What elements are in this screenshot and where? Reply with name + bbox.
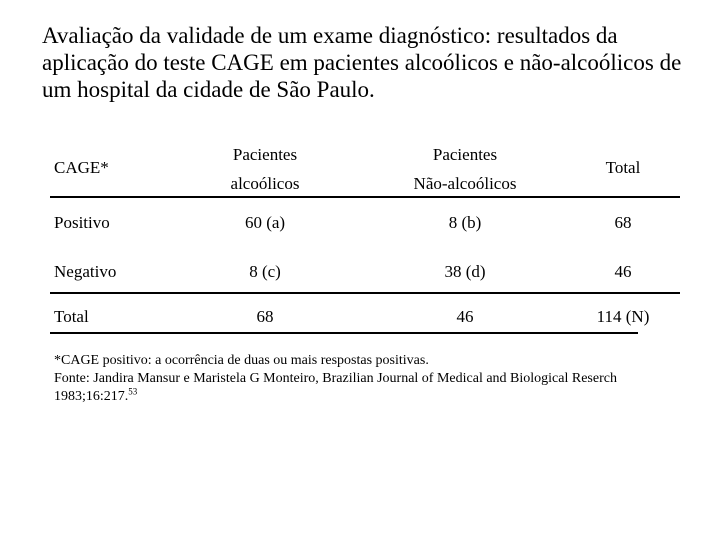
header-alcoholic-line1: Pacientes (232, 145, 298, 164)
header-divider (50, 196, 680, 198)
header-alcoholic-line2: alcoólicos (230, 174, 300, 193)
header-nonalcoholic-line1: Pacientes (432, 145, 498, 164)
header-total: Total (605, 158, 641, 177)
footnote-cage: *CAGE positivo: a ocorrência de duas ou mais respostas positivas. (54, 353, 429, 368)
cell-negativo-alcoholic: 8 (c) (249, 262, 281, 281)
table-notes (54, 352, 674, 406)
cell-total-nonalcoholic: 46 (456, 307, 474, 326)
row-label-total: Total (54, 307, 89, 326)
source-reference: 53 (128, 386, 138, 397)
slide-title: Avaliação da validade de um exame diagnóstico: resultados da aplicação do teste CAGE em pacientes alcoólicos e não-alcoólicos de um hospital da cidade de São Paulo. (42, 23, 682, 102)
cell-negativo-nonalcoholic: 38 (d) (444, 262, 486, 281)
row-label-negativo: Negativo (54, 262, 117, 281)
cell-total-total: 114 (N) (596, 307, 650, 326)
source-citation (54, 370, 674, 406)
header-nonalcoholic-line2: Não-alcoólicos (413, 174, 517, 193)
cell-total-alcoholic: 68 (256, 307, 274, 326)
results-table (50, 142, 680, 342)
cell-negativo-total: 46 (614, 262, 632, 281)
body-divider (50, 292, 680, 294)
cell-positivo-nonalcoholic: 8 (b) (448, 213, 482, 232)
cell-positivo-total: 68 (614, 213, 632, 232)
header-cage: CAGE* (54, 158, 109, 177)
row-label-positivo: Positivo (54, 213, 110, 232)
bottom-rule (50, 332, 638, 334)
cell-positivo-alcoholic: 60 (a) (244, 213, 286, 232)
source-text: Fonte: Jandira Mansur e Maristela G Monteiro, Brazilian Journal of Medical and Biological Reserch 1983;16:217. (54, 371, 617, 404)
